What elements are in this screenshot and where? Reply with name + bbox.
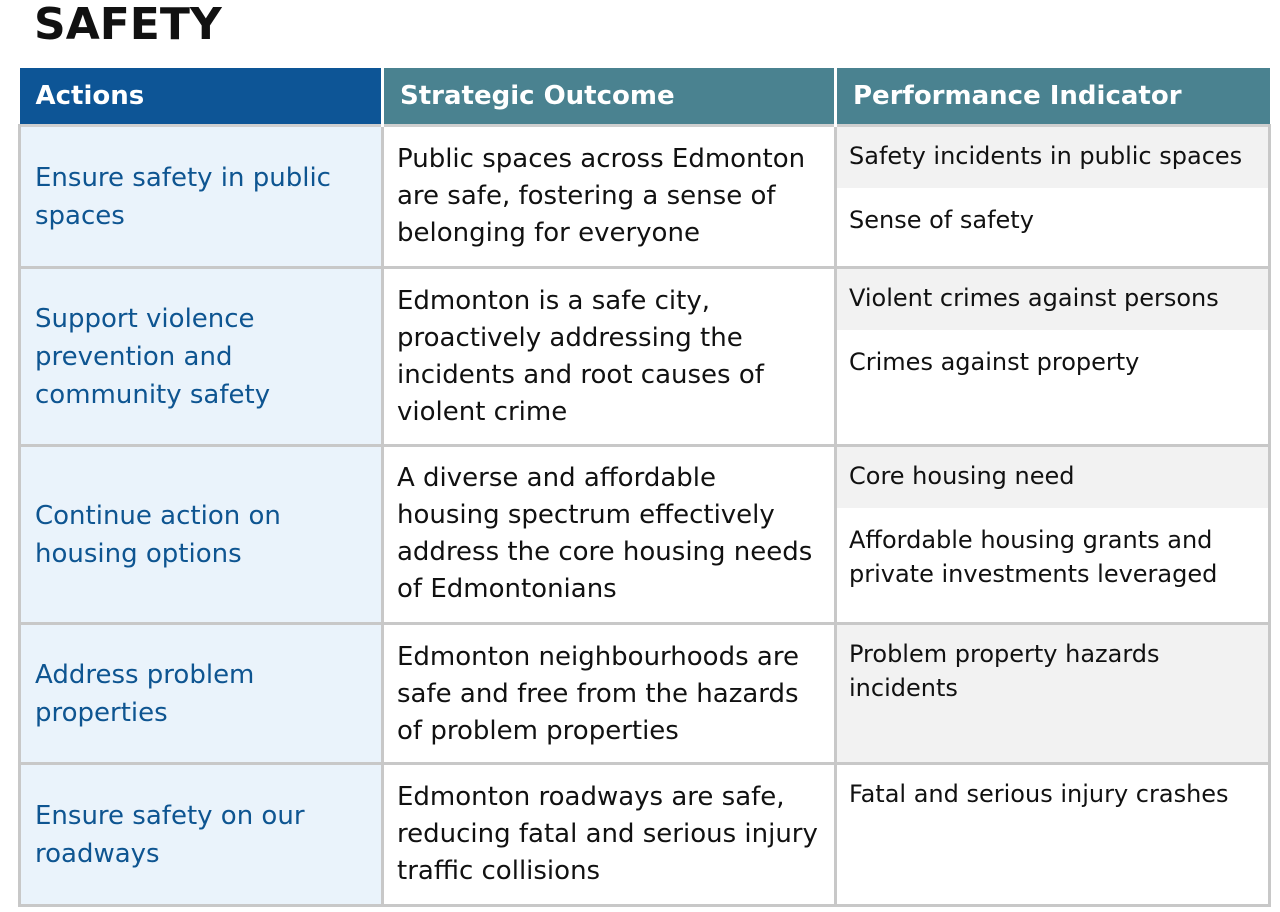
- indicator-item: Sense of safety: [837, 188, 1268, 266]
- page-title: SAFETY: [34, 0, 222, 50]
- indicator-item: Violent crimes against persons: [837, 269, 1268, 330]
- outcome-text: Edmonton roadways are safe, reducing fatal and serious injury traffic collisions: [397, 782, 818, 886]
- action-cell: Support violence prevention and community safety: [20, 268, 383, 446]
- outcome-cell: [383, 126, 836, 268]
- outcome-text: Edmonton is a safe city, proactively addressing the incidents and root causes of violent crime: [397, 286, 764, 427]
- outcome-cell: [383, 764, 836, 906]
- safety-table: [18, 68, 1271, 907]
- header-row: [20, 68, 1270, 126]
- outcome-cell: [383, 446, 836, 624]
- indicator-cell: [836, 126, 1270, 268]
- action-cell: Address problem properties: [20, 624, 383, 764]
- column-header-strategic-outcome: Strategic Outcome: [383, 68, 836, 126]
- indicator-item: Affordable housing grants and private investments leveraged: [837, 508, 1268, 622]
- column-header-performance-indicator: Performance Indicator: [836, 68, 1270, 126]
- outcome-text: A diverse and affordable housing spectrum effectively address the core housing needs of Edmontonians: [397, 463, 813, 604]
- indicator-cell: [836, 268, 1270, 446]
- outcome-text: Edmonton neighbourhoods are safe and free from the hazards of problem properties: [397, 642, 799, 746]
- table-row: [20, 624, 1270, 764]
- indicator-item: Fatal and serious injury crashes: [837, 765, 1268, 904]
- outcome-text: Public spaces across Edmonton are safe, fostering a sense of belonging for everyone: [397, 144, 806, 248]
- table-row: [20, 268, 1270, 446]
- action-cell: Continue action on housing options: [20, 446, 383, 624]
- indicator-cell: [836, 624, 1270, 764]
- outcome-cell: [383, 268, 836, 446]
- indicator-item: Core housing need: [837, 447, 1268, 508]
- table-row: [20, 764, 1270, 906]
- indicator-item: Crimes against property: [837, 330, 1268, 444]
- table-row: [20, 446, 1270, 624]
- indicator-cell: [836, 446, 1270, 624]
- indicator-item: Problem property hazards incidents: [837, 625, 1268, 762]
- indicator-cell: [836, 764, 1270, 906]
- outcome-cell: [383, 624, 836, 764]
- indicator-item: Safety incidents in public spaces: [837, 127, 1268, 188]
- table-row: [20, 126, 1270, 268]
- column-header-actions: Actions: [20, 68, 383, 126]
- action-cell: Ensure safety in public spaces: [20, 126, 383, 268]
- action-cell: Ensure safety on our roadways: [20, 764, 383, 906]
